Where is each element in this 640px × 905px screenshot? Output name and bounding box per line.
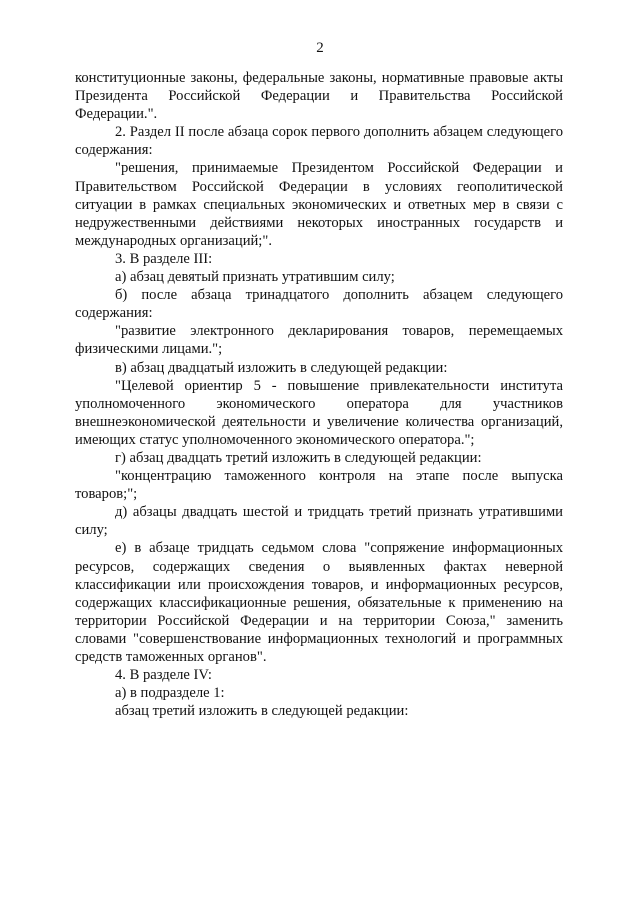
paragraph: "Целевой ориентир 5 - повышение привлекательности института уполномоченного экономического оператора для участников внешнеэкономической деятельности и увеличение количества организаций, имеющих статус уполномоченного экономического оператора.";	[75, 377, 563, 448]
document-body	[75, 69, 563, 720]
paragraph: е) в абзаце тридцать седьмом слова "сопряжение информационных ресурсов, содержащих сведения о выявленных фактах неверной классификации или происхождения товаров, и информационных ресурсов, содержащих классификационные решения, обязательные к применению на территории Российской Федерации и на территории Союза," заменить словами "совершенствование информационных технологий и программных средств таможенных органов".	[75, 540, 563, 665]
paragraph: а) в подразделе 1:	[115, 685, 225, 702]
paragraph: б) после абзаца тринадцатого дополнить абзацем следующего содержания:	[75, 287, 563, 322]
paragraph: абзац третий изложить в следующей редакции:	[115, 703, 409, 720]
paragraph: 3. В разделе III:	[115, 250, 213, 267]
page-number: 2	[316, 40, 324, 56]
paragraph: "концентрацию таможенного контроля на этапе после выпуска товаров;";	[75, 468, 563, 503]
paragraph: "развитие электронного декларирования товаров, перемещаемых физическими лицами.";	[75, 323, 563, 358]
paragraph: д) абзацы двадцать шестой и тридцать третий признать утратившими силу;	[75, 504, 563, 539]
paragraph: г) абзац двадцать третий изложить в следующей редакции:	[115, 449, 482, 466]
paragraph: в) абзац двадцатый изложить в следующей редакции:	[115, 359, 448, 376]
paragraph: конституционные законы, федеральные законы, нормативные правовые акты Президента Российской Федерации и Правительства Российской Федерации.".	[75, 70, 563, 123]
paragraph: "решения, принимаемые Президентом Российской Федерации и Правительством Российской Федерации в условиях геополитической ситуации в рамках специальных экономических и ответных мер в связи с недружественными действиями некоторых иностранных государств и международных организаций;".	[75, 160, 563, 249]
paragraph: а) абзац девятый признать утратившим силу;	[115, 269, 395, 286]
paragraph: 4. В разделе IV:	[115, 667, 212, 684]
paragraph: 2. Раздел II после абзаца сорок первого дополнить абзацем следующего содержания:	[75, 124, 563, 159]
